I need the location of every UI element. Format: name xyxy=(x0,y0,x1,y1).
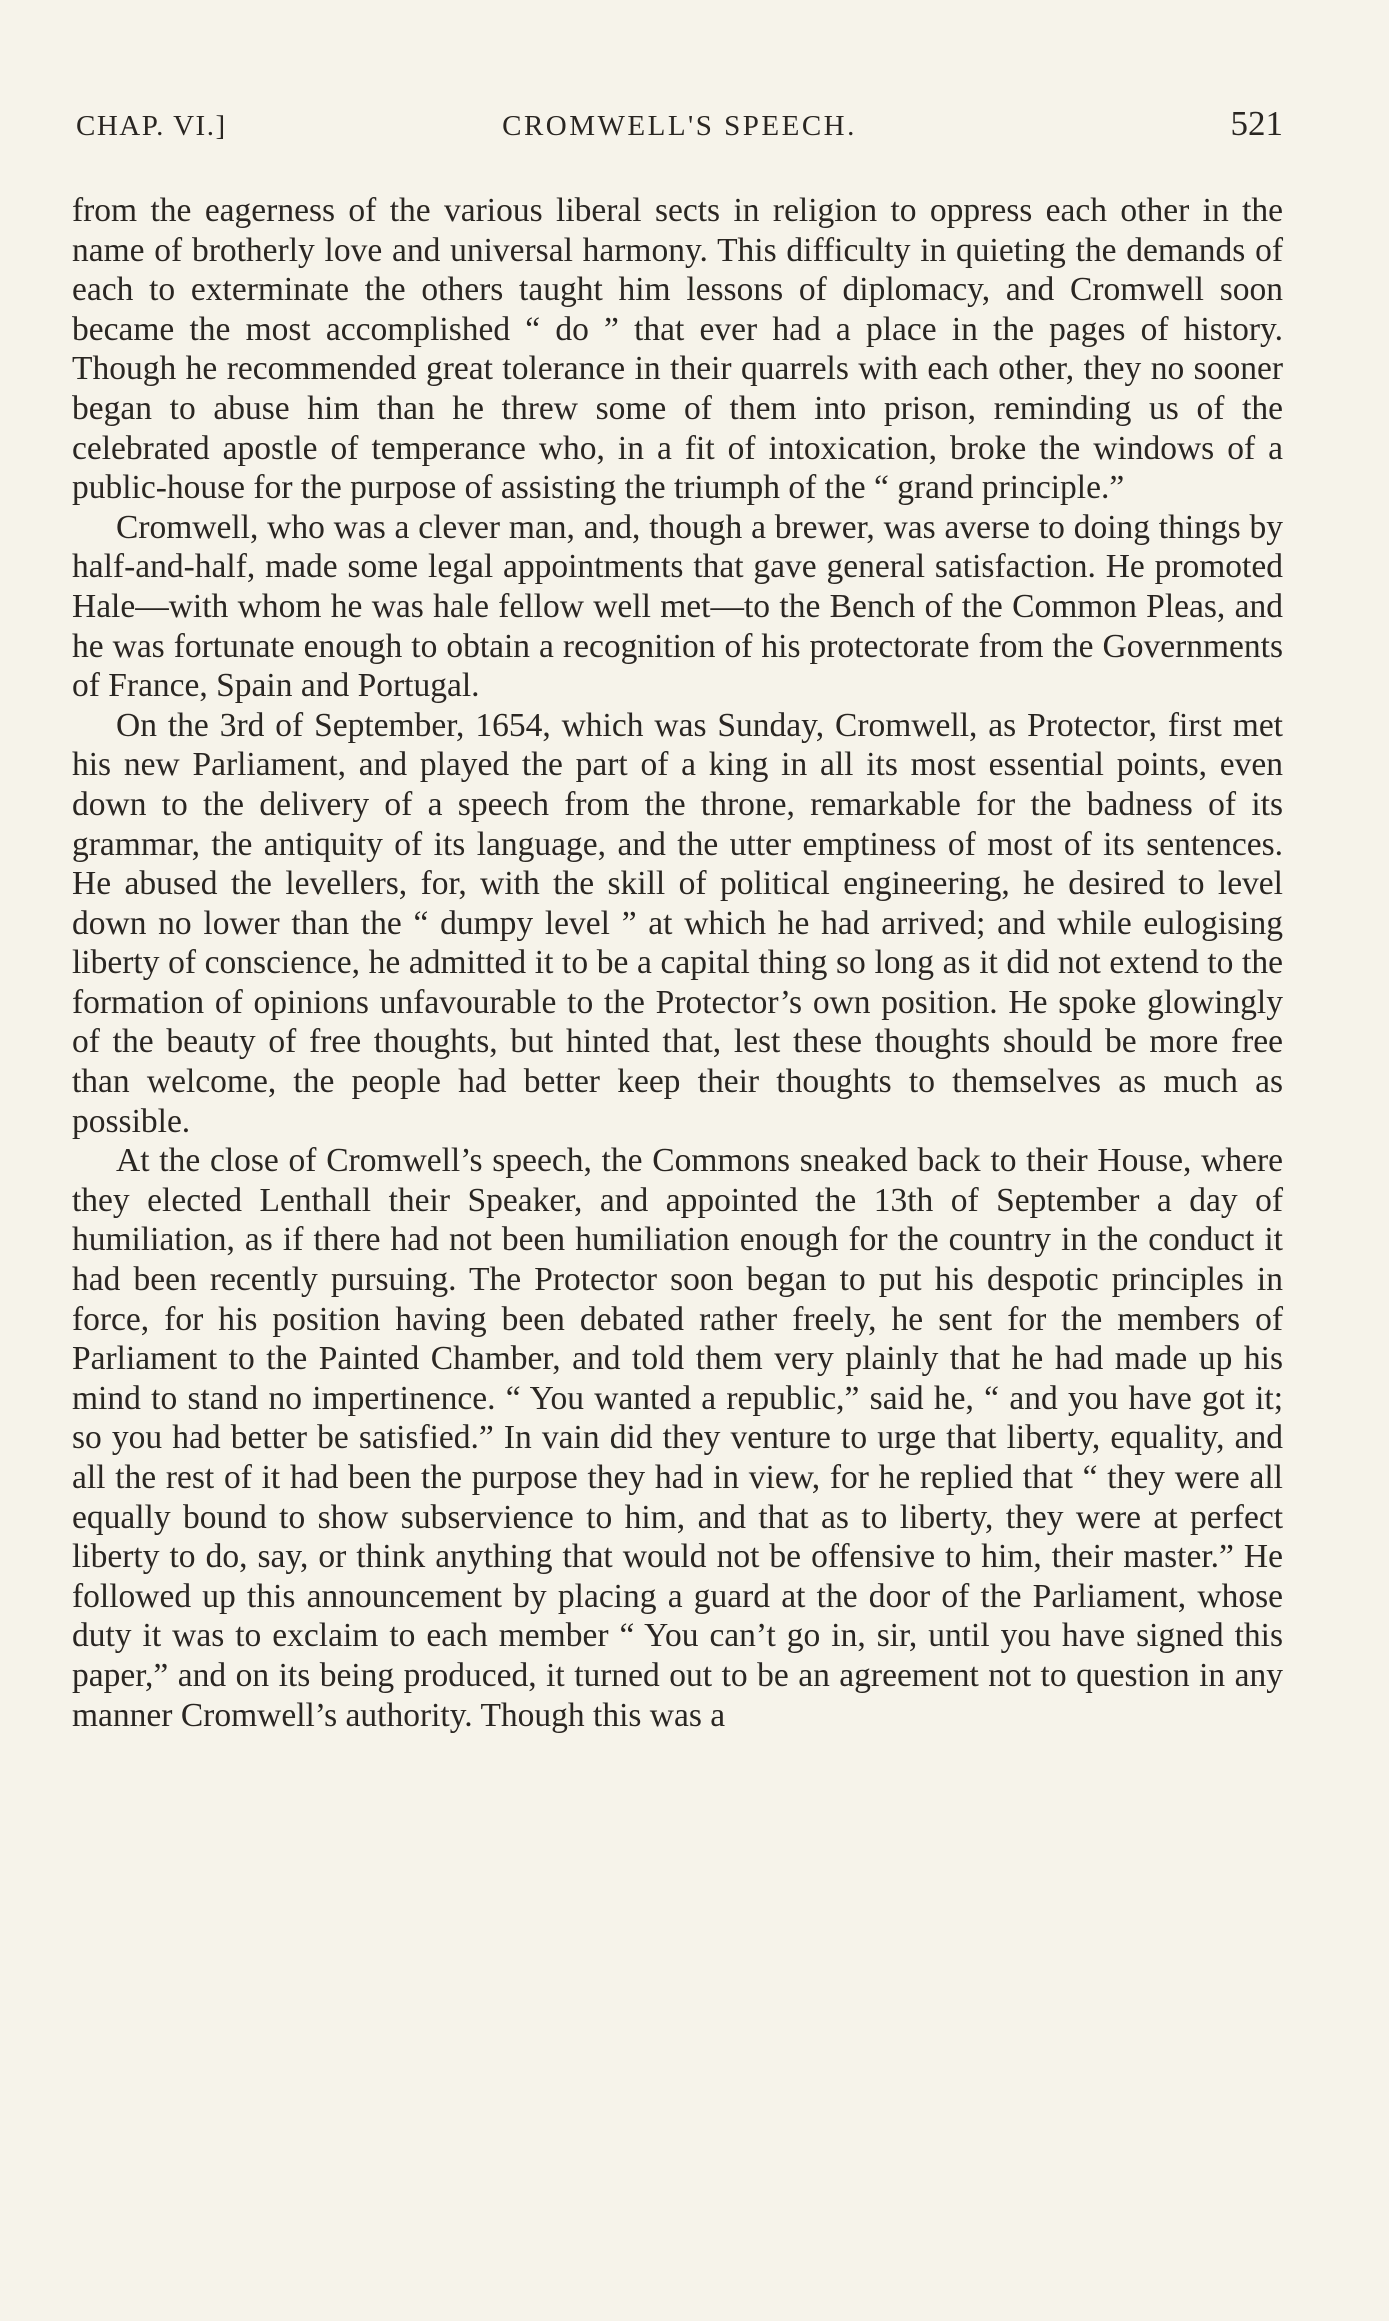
paragraph-continued: from the eagerness of the various liberal sects in religion to oppress each other in the name of brotherly love and universal harmony. This difficulty in quieting the demands of each to exterminate the others taught him lessons of diplomacy, and Cromwell soon became the most accomplished “ do ” that ever had a place in the pages of history. Though he recommended great tolerance in their quarrels with each other, they no sooner began to abuse him than he threw some of them into prison, reminding us of the celebrated apostle of temperance who, in a fit of intoxication, broke the windows of a public-house for the purpose of assisting the triumph of the “ grand principle.” xyxy=(72,192,1283,507)
running-head xyxy=(76,104,1283,148)
paragraph: At the close of Cromwell’s speech, the Commons sneaked back to their House, where they elected Lenthall their Speaker, and appointed the 13th of September a day of humiliation, as if there had not been humiliation enough for the country in the conduct it had been recently pursuing. The Protector soon began to put his despotic principles in force, for his position having been debated rather freely, he sent for the members of Parliament to the Painted Chamber, and told them very plainly that he had made up his mind to stand no impertinence. “ You wanted a republic,” said he, “ and you have got it; so you had better be satisfied.” In vain did they venture to urge that liberty, equality, and all the rest of it had been the purpose they had in view, for he replied that “ they were all equally bound to show subservience to him, and that as to liberty, they were at perfect liberty to do, say, or think anything that would not be offensive to him, their master.” He followed up this announcement by placing a guard at the door of the Parliament, whose duty it was to exclaim to each member “ You can’t go in, sir, until you have signed this paper,” and on its being produced, it turned out to be an agreement not to question in any manner Cromwell’s authority. Though this was a xyxy=(72,1142,1283,1734)
page-title: CROMWELL'S SPEECH. xyxy=(502,110,857,142)
chapter-label: CHAP. VI.] xyxy=(76,110,227,142)
page-number: 521 xyxy=(1230,104,1283,143)
paragraph: On the 3rd of September, 1654, which was Sunday, Cromwell, as Protector, first met his new Parliament, and played the part of a king in all its most essential points, even down to the delivery of a speech from the throne, remarkable for the badness of its grammar, the antiquity of its language, and the utter emptiness of most of its sentences. He abused the levellers, for, with the skill of political engineering, he desired to level down no lower than the “ dumpy level ” at which he had arrived; and while eulogising liberty of conscience, he admitted it to be a capital thing so long as it did not extend to the formation of opinions unfavourable to the Protector’s own position. He spoke glowingly of the beauty of free thoughts, but hinted that, lest these thoughts should be more free than welcome, the people had better keep their thoughts to themselves as much as possible. xyxy=(72,706,1283,1140)
body-text xyxy=(72,191,1283,1735)
paragraph: Cromwell, who was a clever man, and, though a brewer, was averse to doing things by half-and-half, made some legal appointments that gave general satisfaction. He promoted Hale—with whom he was hale fellow well met—to the Bench of the Common Pleas, and he was fortunate enough to obtain a recognition of his protectorate from the Governments of France, Spain and Portugal. xyxy=(72,508,1283,705)
